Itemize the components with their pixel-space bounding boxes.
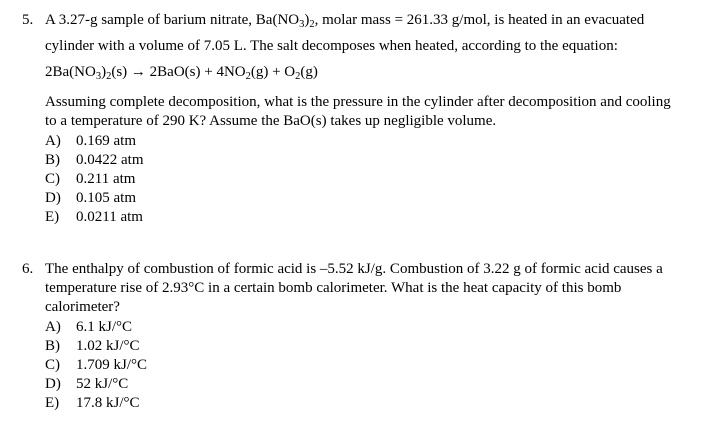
question-number: 5. — [22, 12, 34, 28]
question-text-line: temperature rise of 2.93°C in a certain bomb calorimeter. What is the heat capacity of this bomb — [45, 280, 622, 296]
option-letter: C) — [45, 357, 60, 373]
question-text-line: The enthalpy of combustion of formic acid is –5.52 kJ/g. Combustion of 3.22 g of formic acid causes a — [45, 261, 663, 277]
chemical-equation: $2Ba(NO_3)_2(s) \to 2BaO(s) + 4NO_2(g) + O_2(g)$ — [45, 64, 318, 82]
option-value: 1.709 kJ/°C — [76, 357, 148, 373]
option-letter: C) — [45, 171, 60, 187]
question-text-line: Assuming complete decomposition, what is the pressure in the cylinder after decomposition and cooling — [45, 94, 671, 110]
option-value: 0.211 atm — [76, 171, 136, 187]
option-value: 52 kJ/°C — [76, 376, 129, 392]
option-letter: E) — [45, 395, 60, 411]
option-letter: A) — [45, 319, 61, 335]
option-value: 6.1 kJ/°C — [76, 319, 133, 335]
option-letter: D) — [45, 376, 61, 392]
option-value: 0.0422 atm — [76, 152, 144, 168]
question-number: 6. — [22, 261, 34, 277]
option-value: 17.8 kJ/°C — [76, 395, 140, 411]
question-text-line: to a temperature of 290 K? Assume the BaO(s) takes up negligible volume. — [45, 113, 497, 129]
option-value: 0.105 atm — [76, 190, 136, 206]
option-letter: B) — [45, 152, 60, 168]
option-letter: B) — [45, 338, 60, 354]
question-text-line: calorimeter? — [45, 299, 120, 315]
option-value: 1.02 kJ/°C — [76, 338, 140, 354]
option-letter: A) — [45, 133, 61, 149]
question-text-line: A 3.27-g sample of barium nitrate, $Ba(NO_3)_2$, molar mass = 261.33 g/mol, is heated in an evacuated — [45, 12, 645, 30]
option-value: 0.0211 atm — [76, 209, 143, 225]
option-letter: E) — [45, 209, 60, 225]
option-value: 0.169 atm — [76, 133, 136, 149]
option-letter: D) — [45, 190, 61, 206]
question-text-line: cylinder with a volume of 7.05 L. The salt decomposes when heated, according to the equation: — [45, 38, 618, 54]
